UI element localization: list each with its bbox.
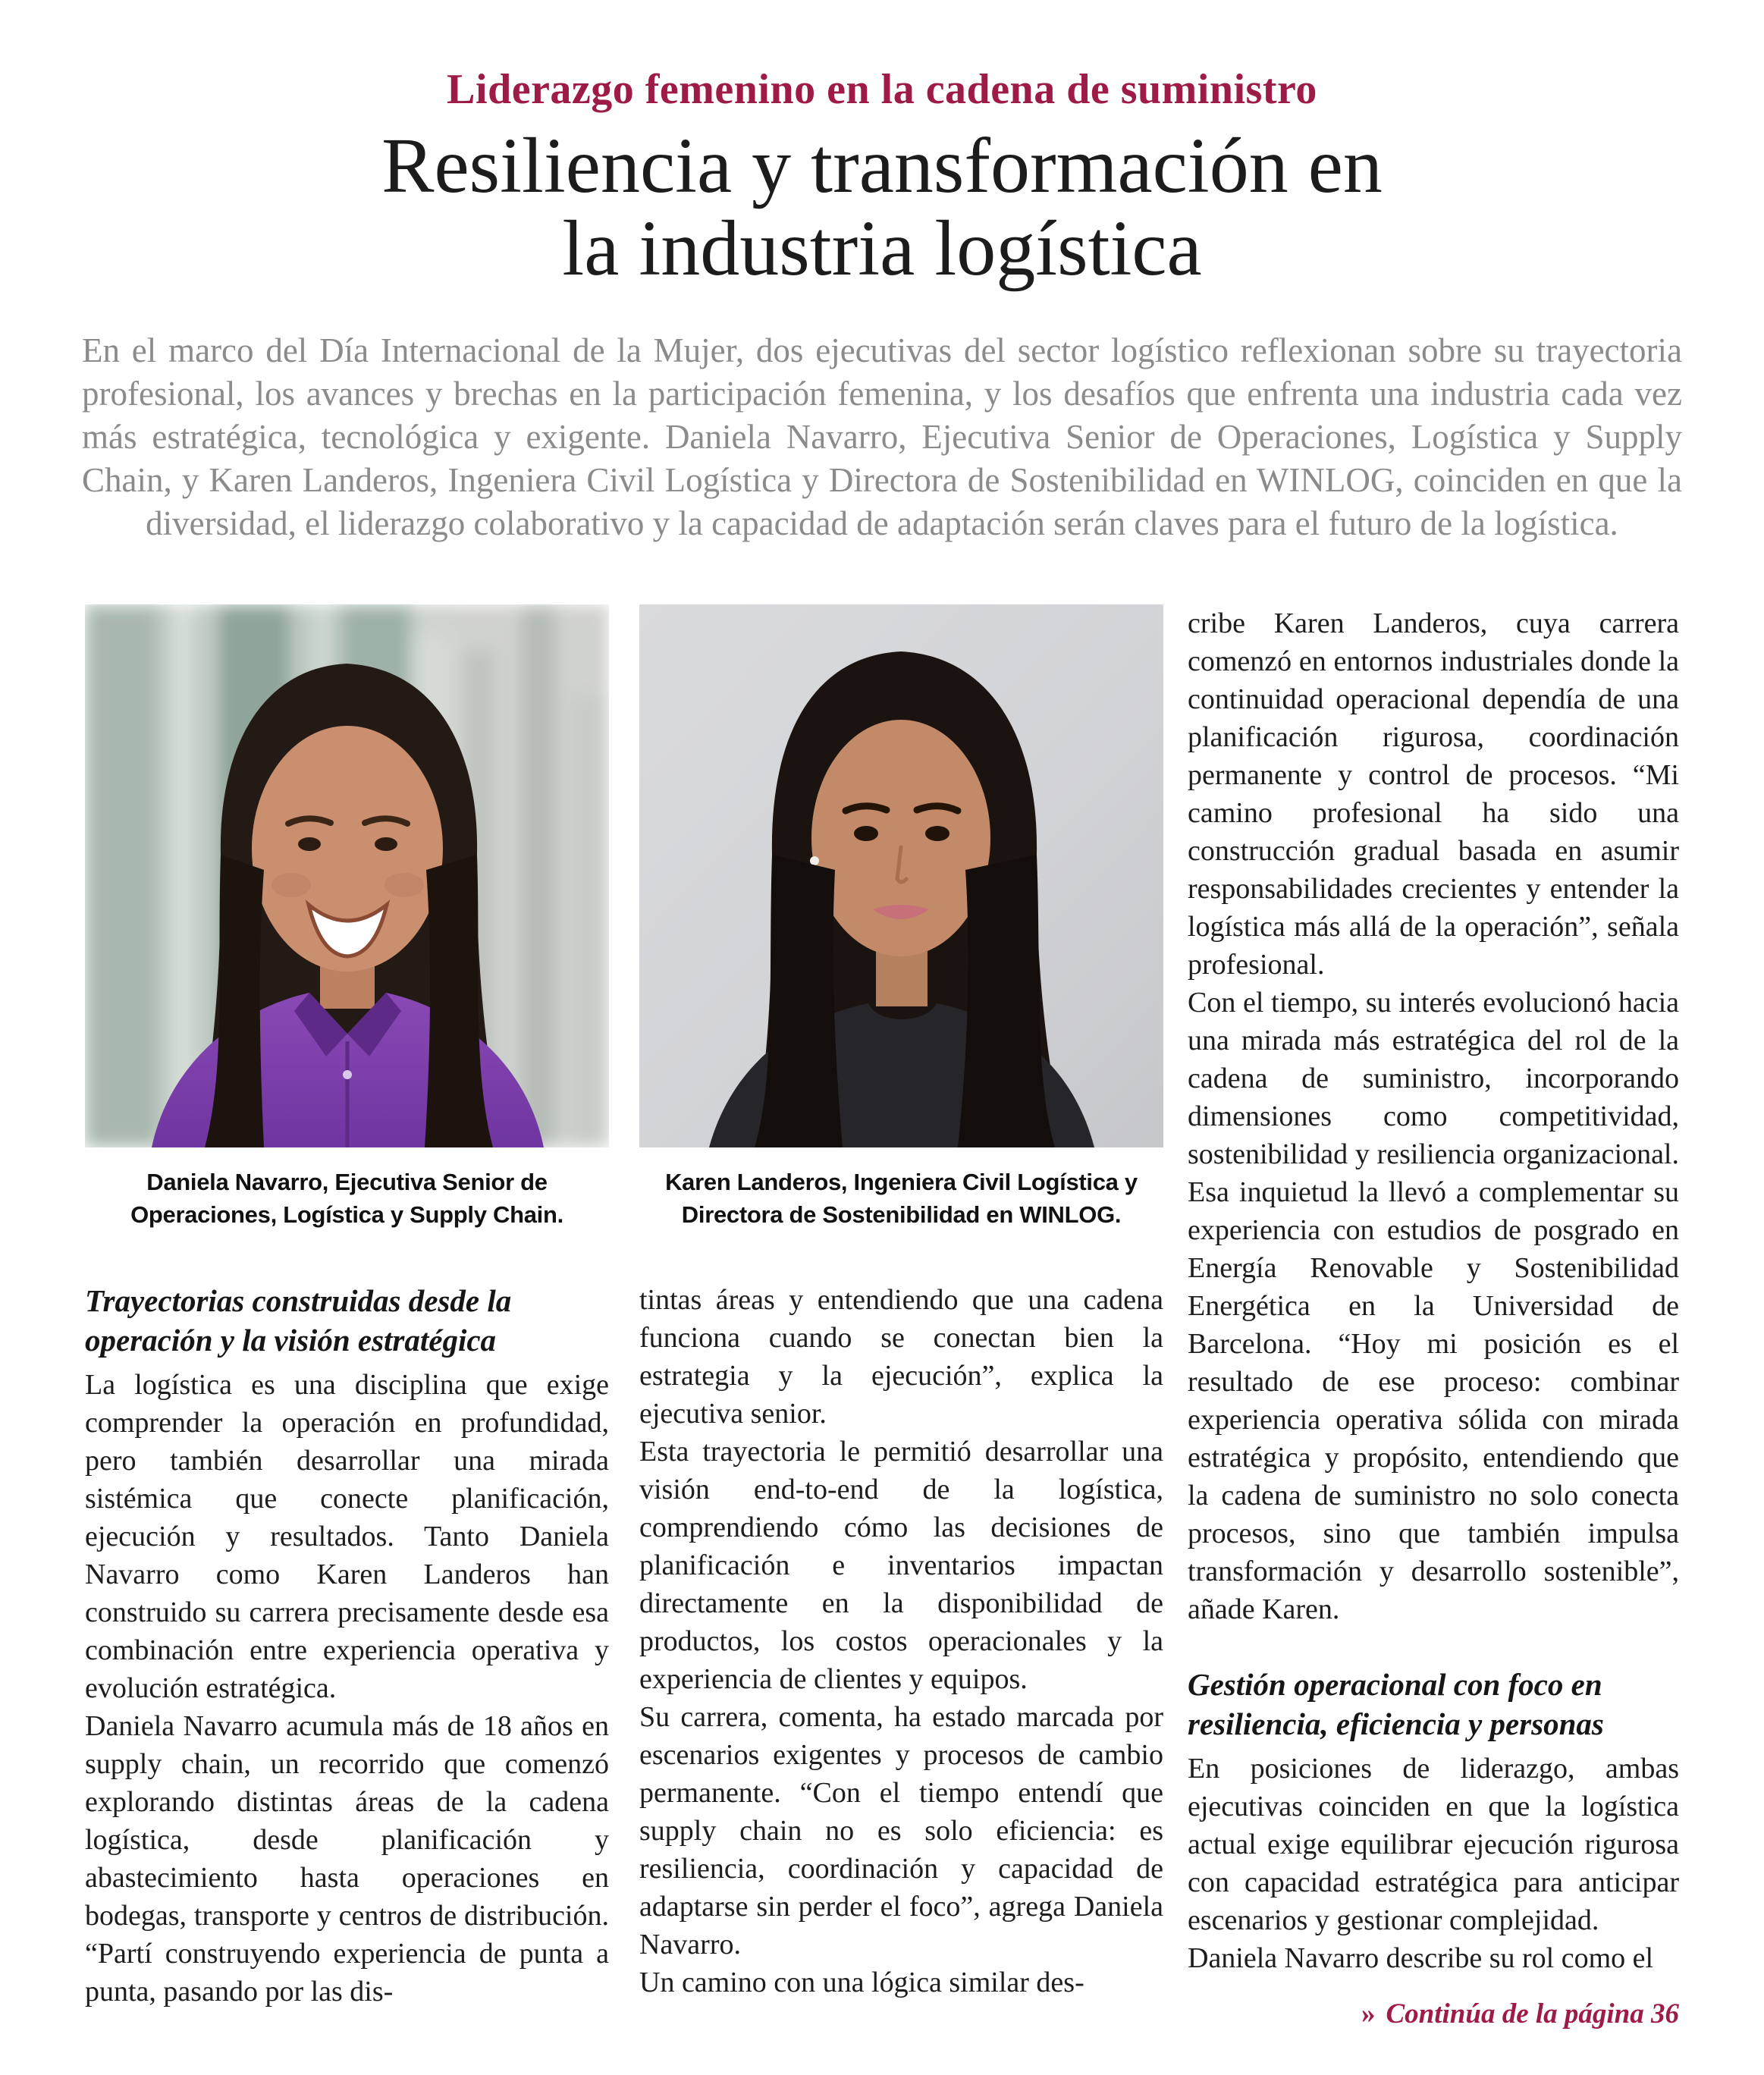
col3-paragraph-1: cribe Karen Landeros, cuya carrera comenzó en entornos industriales donde la continuidad operacional dependía de una planificación rigurosa, coordinación permanente y control de procesos. “Mi camino profesional ha sido una construcción gradual basada en asumir responsabilidades crecientes y entender la logística más allá de la operación”, señala profesional. [1188,607,1679,981]
col2-paragraph-4: Un camino con una lógica similar des- [639,1967,1084,1999]
column-2 [639,1281,1163,2011]
subheading-gestion: Gestión operacional con foco en resiliencia, eficiencia y personas [1188,1667,1604,1742]
caption-karen: Karen Landeros, Ingeniera Civil Logística y Directora de Sostenibilidad en WINLOG. [665,1169,1138,1229]
double-chevron-icon: » [1361,1998,1376,2030]
col1-paragraph-1: La logística es una disciplina que exige comprender la operación en profundidad, pero también desarrollar una mirada sistémica que conecte planificación, ejecución y resultados. Tanto Daniela Navarro como Karen Landeros han construido su carrera precisamente desde esa combinación entre experiencia operativa y evolución estratégica. [85,1369,609,1705]
photo-row [85,604,1163,1231]
title-line-1: Resiliencia y transformación en [381,122,1383,209]
subheading-trayectorias: Trayectorias construidas desde la operación y la visión estratégica [85,1283,512,1358]
kicker: Liderazgo femenino en la cadena de suministro [447,66,1317,113]
photo-daniela-navarro [85,604,609,1147]
lead-paragraph: En el marco del Día Internacional de la Mujer, dos ejecutivas del sector logístico reflexionan sobre su trayectoria profesional, los avances y brechas en la participación femenina, y los desafíos que enfrenta una industria cada vez más estratégica, tecnológica y exigente. Daniela Navarro, Ejecutiva Senior de Operaciones, Logística y Supply Chain, y Karen Landeros, Ingeniera Civil Logística y Directora de Sostenibilidad en WINLOG, coinciden en que la diversidad, el liderazgo colaborativo y la capacidad de adaptación serán claves para el futuro de la logística. [82,331,1682,543]
title-line-2: la industria logística [562,205,1202,293]
continuation-text: Continúa de la página 36 [1386,1998,1679,2030]
col3-paragraph-4: Daniela Navarro describe su rol como el [1188,1942,1654,1975]
col2-paragraph-1: tintas áreas y entendiendo que una cadena funciona cuando se conectan bien la estrategia y la ejecución”, explica la ejecutiva senior. [639,1284,1163,1430]
col3-paragraph-2: Con el tiempo, su interés evolucionó hacia una mirada más estratégica del rol de la cadena de suministro, incorporando dimensiones como competitividad, sostenibilidad y resiliencia organizacional. Esa inquietud la llevó a complementar su experiencia con estudios de posgrado en Energía Renovable y Sostenibilidad Energética en la Universidad de Barcelona. “Hoy mi posición es el resultado de ese proceso: combinar experiencia operativa sólida con mirada estratégica y propósito, entendiendo que la cadena de suministro no solo conecta procesos, sino que también impulsa transformación y desarrollo sostenible”, añade Karen. [1188,987,1679,1626]
col2-paragraph-2: Esta trayectoria le permitió desarrollar una visión end-to-end de la logística, comprendiendo cómo las decisiones de planificación e inventarios impactan directamente en la disponibilidad de productos, los costos operacionales y la experiencia de clientes y equipos. [639,1436,1163,1696]
photo-figure-karen [639,604,1163,1231]
photo-figure-daniela [85,604,609,1231]
col1-paragraph-2: Daniela Navarro acumula más de 18 años en supply chain, un recorrido que comenzó explorando distintas áreas de la cadena logística, desde planificación y abastecimiento hasta operaciones en bodegas, transporte y centros de distribución. “Partí construyendo experiencia de punta a punta, pasando por las dis- [85,1710,609,2008]
main-content [0,604,1764,2032]
photo-karen-landeros [639,604,1163,1147]
column-3 [1188,604,1679,2032]
col2-paragraph-3: Su carrera, comenta, ha estado marcada por escenarios exigentes y procesos de cambio permanente. “Con el tiempo entendí que supply chain no es solo eficiencia: es resiliencia, coordinación y capacidad de adaptarse sin perder el foco”, agrega Daniela Navarro. [639,1701,1163,1961]
article-title [0,122,1764,293]
continuation-note [1188,1997,1679,2032]
col3-paragraph-3: En posiciones de liderazgo, ambas ejecutivas coinciden en que la logística actual exige equilibrar ejecución rigurosa con capacidad estratégica para anticipar escenarios y gestionar complejidad. [1188,1753,1679,1937]
left-zone [85,604,1163,2011]
text-columns-left [85,1281,1163,2011]
caption-daniela: Daniela Navarro, Ejecutiva Senior de Operaciones, Logística y Supply Chain. [130,1169,563,1229]
column-1 [85,1281,609,2011]
